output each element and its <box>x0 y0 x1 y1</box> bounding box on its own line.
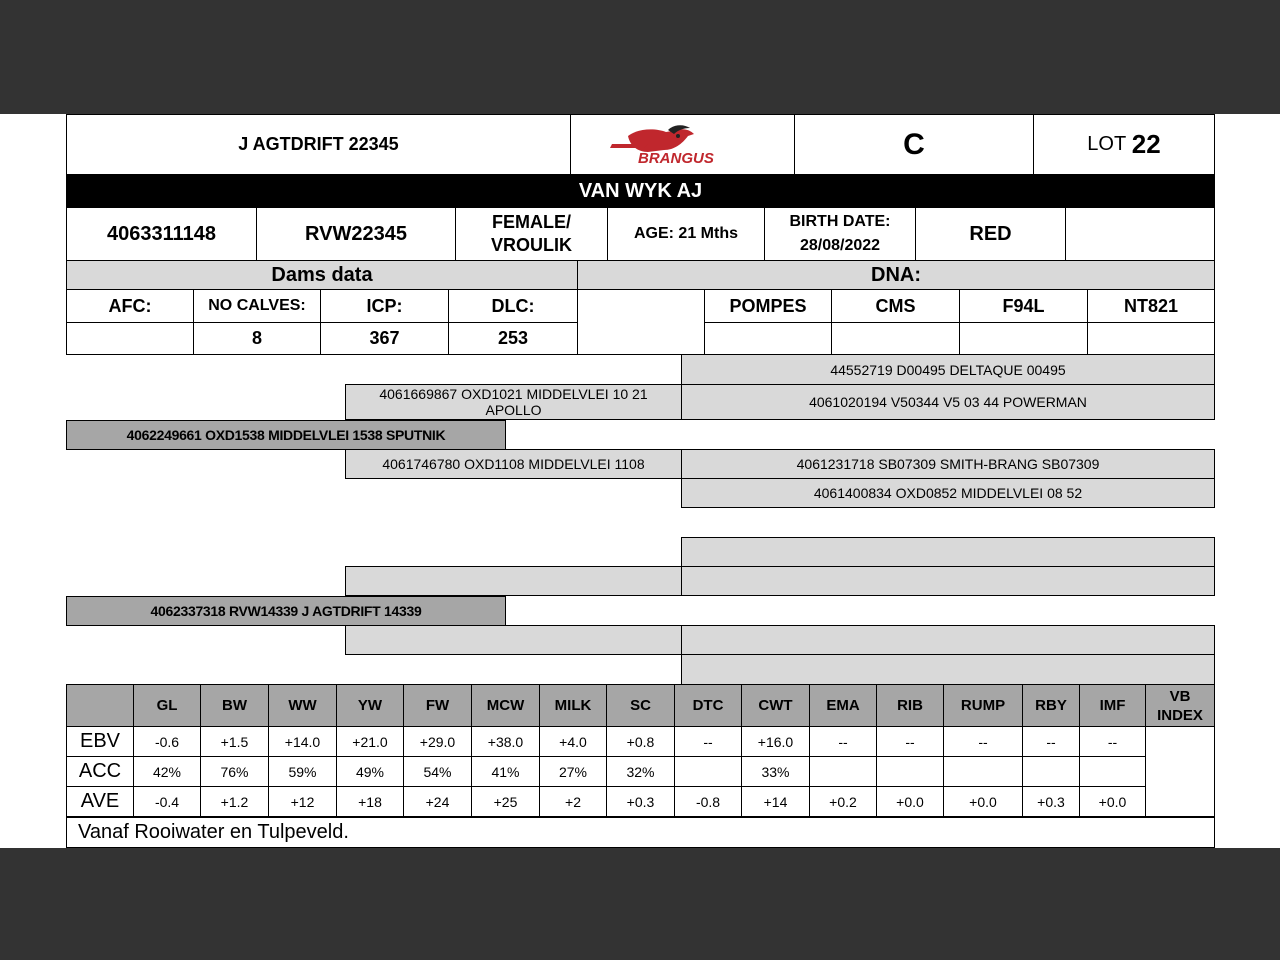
ebv-header-dtc: DTC <box>674 684 742 727</box>
ebv-cell-ebv-fw: +29.0 <box>403 726 472 757</box>
birth-label: BIRTH DATE: <box>789 213 891 230</box>
svg-text:BRANGUS: BRANGUS <box>637 149 714 167</box>
ebv-vb-index-value <box>1145 726 1215 817</box>
pedigree-sire-sire-sire: 44552719 D00495 DELTAQUE 00495 <box>681 354 1215 385</box>
ebv-cell-acc-imf <box>1079 756 1146 787</box>
pedigree-dam-dam-dam <box>681 654 1215 685</box>
pedigree-dam-sire-dam <box>681 566 1215 596</box>
dna-title: DNA: <box>577 260 1215 290</box>
ebv-header-vb-index <box>1145 684 1215 727</box>
ebv-cell-acc-milk: 27% <box>539 756 607 787</box>
sex-cell <box>455 207 608 261</box>
ebv-cell-ebv-rump: -- <box>943 726 1023 757</box>
ebv-cell-acc-sc: 32% <box>606 756 675 787</box>
pedigree-sire: 4062249661 OXD1538 MIDDELVLEI 1538 SPUTNIK <box>66 420 506 450</box>
ebv-header-rib: RIB <box>876 684 944 727</box>
dams-header-icp: ICP: <box>320 289 449 323</box>
pedigree-dam-sire <box>345 566 682 596</box>
ebv-cell-acc-cwt: 33% <box>741 756 810 787</box>
remarks: Vanaf Rooiwater en Tulpeveld. <box>66 817 1215 848</box>
ebv-cell-acc-gl: 42% <box>133 756 201 787</box>
grade-cell: C <box>794 114 1034 175</box>
ebv-cell-acc-fw: 54% <box>403 756 472 787</box>
ebv-header-rby: RBY <box>1022 684 1080 727</box>
brangus-logo <box>570 114 795 175</box>
ebv-cell-acc-rby <box>1022 756 1080 787</box>
ebv-cell-acc-ww: 59% <box>268 756 337 787</box>
lot-number: 22 <box>1131 129 1161 159</box>
ebv-cell-ave-gl: -0.4 <box>133 786 201 817</box>
ebv-cell-ave-rump: +0.0 <box>943 786 1023 817</box>
dams-value-dlc: 253 <box>448 322 578 355</box>
pedigree-sire-dam: 4061746780 OXD1108 MIDDELVLEI 1108 <box>345 449 682 479</box>
ebv-cell-ebv-rby: -- <box>1022 726 1080 757</box>
ebv-cell-ebv-sc: +0.8 <box>606 726 675 757</box>
age-cell: AGE: 21 Mths <box>607 207 765 261</box>
ebv-cell-ebv-ema: -- <box>809 726 877 757</box>
ebv-cell-acc-mcw: 41% <box>471 756 540 787</box>
ebv-header-sc: SC <box>606 684 675 727</box>
ebv-cell-ave-dtc: -0.8 <box>674 786 742 817</box>
vb-index-line1: VB <box>1169 687 1191 705</box>
ebv-cell-ave-mcw: +25 <box>471 786 540 817</box>
ebv-cell-ave-imf: +0.0 <box>1079 786 1146 817</box>
ebv-cell-acc-bw: 76% <box>200 756 269 787</box>
ebv-header-ema: EMA <box>809 684 877 727</box>
ebv-header-rump: RUMP <box>943 684 1023 727</box>
birth-date-cell <box>764 207 916 261</box>
ebv-cell-ebv-gl: -0.6 <box>133 726 201 757</box>
dna-header-f94l: F94L <box>959 289 1088 323</box>
dams-data-title: Dams data <box>66 260 578 290</box>
tattoo: RVW22345 <box>256 207 456 261</box>
dna-value-nt821 <box>1087 322 1215 355</box>
ebv-header-fw: FW <box>403 684 472 727</box>
birth-date: 28/08/2022 <box>799 237 881 254</box>
ebv-header-mcw: MCW <box>471 684 540 727</box>
dna-blank-cell <box>577 289 705 355</box>
ebv-cell-ebv-yw: +21.0 <box>336 726 404 757</box>
ebv-header-yw: YW <box>336 684 404 727</box>
pedigree-dam-dam <box>345 625 682 655</box>
ebv-cell-acc-rump <box>943 756 1023 787</box>
ebv-cell-ebv-dtc: -- <box>674 726 742 757</box>
ebv-header-bw: BW <box>200 684 269 727</box>
ebv-cell-acc-dtc <box>674 756 742 787</box>
pedigree-dam-sire-sire <box>681 537 1215 567</box>
ebv-cell-ebv-imf: -- <box>1079 726 1146 757</box>
ebv-cell-ebv-milk: +4.0 <box>539 726 607 757</box>
dna-value-cms <box>831 322 960 355</box>
pedigree-sire-sire-dam: 4061020194 V50344 V5 03 44 POWERMAN <box>681 384 1215 420</box>
dams-value-icp: 367 <box>320 322 449 355</box>
ebv-header-ww: WW <box>268 684 337 727</box>
ebv-row-label-acc: ACC <box>66 756 134 787</box>
colour-cell: RED <box>915 207 1066 261</box>
pedigree-sire-dam-dam: 4061400834 OXD0852 MIDDELVLEI 08 52 <box>681 478 1215 508</box>
ebv-cell-ave-fw: +24 <box>403 786 472 817</box>
sex-line1: FEMALE/ <box>492 212 571 232</box>
owner-banner: VAN WYK AJ <box>66 175 1215 207</box>
ebv-cell-acc-ema <box>809 756 877 787</box>
ebv-cell-ave-rib: +0.0 <box>876 786 944 817</box>
dams-header-dlc: DLC: <box>448 289 578 323</box>
dams-header-afc: AFC: <box>66 289 194 323</box>
lot-label: LOT <box>1087 133 1127 155</box>
ebv-cell-ave-ww: +12 <box>268 786 337 817</box>
ebv-corner-cell <box>66 684 134 727</box>
pedigree-dam-dam-sire <box>681 625 1215 655</box>
ebv-cell-ave-milk: +2 <box>539 786 607 817</box>
ebv-cell-acc-rib <box>876 756 944 787</box>
ebv-cell-ebv-mcw: +38.0 <box>471 726 540 757</box>
dams-value-calves: 8 <box>193 322 321 355</box>
pedigree-sire-sire: 4061669867 OXD1021 MIDDELVLEI 10 21 APOLLO <box>345 384 682 420</box>
dna-header-pompes: POMPES <box>704 289 832 323</box>
ebv-header-cwt: CWT <box>741 684 810 727</box>
ebv-cell-ebv-rib: -- <box>876 726 944 757</box>
ebv-cell-ave-yw: +18 <box>336 786 404 817</box>
dna-header-cms: CMS <box>831 289 960 323</box>
ebv-cell-ave-ema: +0.2 <box>809 786 877 817</box>
ebv-header-imf: IMF <box>1079 684 1146 727</box>
ebv-cell-ave-rby: +0.3 <box>1022 786 1080 817</box>
pedigree-dam: 4062337318 RVW14339 J AGTDRIFT 14339 <box>66 596 506 626</box>
dna-header-nt821: NT821 <box>1087 289 1215 323</box>
ebv-row-label-ebv: EBV <box>66 726 134 757</box>
vb-index-line2: INDEX <box>1157 706 1203 724</box>
dna-value-pompes <box>704 322 832 355</box>
ebv-cell-ebv-ww: +14.0 <box>268 726 337 757</box>
dams-value-afc <box>66 322 194 355</box>
pedigree-sire-dam-sire: 4061231718 SB07309 SMITH-BRANG SB07309 <box>681 449 1215 479</box>
ebv-cell-acc-yw: 49% <box>336 756 404 787</box>
registration-number: 4063311148 <box>66 207 257 261</box>
dna-value-f94l <box>959 322 1088 355</box>
brangus-logo-icon <box>608 122 758 168</box>
ebv-cell-ave-sc: +0.3 <box>606 786 675 817</box>
lot-sheet <box>0 114 1280 848</box>
sex-line2: VROULIK <box>491 235 572 255</box>
ebv-cell-ave-bw: +1.2 <box>200 786 269 817</box>
dams-header-calves: NO CALVES: <box>193 289 321 323</box>
extra-cell <box>1065 207 1215 261</box>
ebv-header-milk: MILK <box>539 684 607 727</box>
ebv-cell-ebv-cwt: +16.0 <box>741 726 810 757</box>
lot-cell <box>1033 114 1215 175</box>
ebv-cell-ave-cwt: +14 <box>741 786 810 817</box>
ebv-row-label-ave: AVE <box>66 786 134 817</box>
ebv-cell-ebv-bw: +1.5 <box>200 726 269 757</box>
ebv-header-gl: GL <box>133 684 201 727</box>
animal-name: J AGTDRIFT 22345 <box>66 114 571 175</box>
